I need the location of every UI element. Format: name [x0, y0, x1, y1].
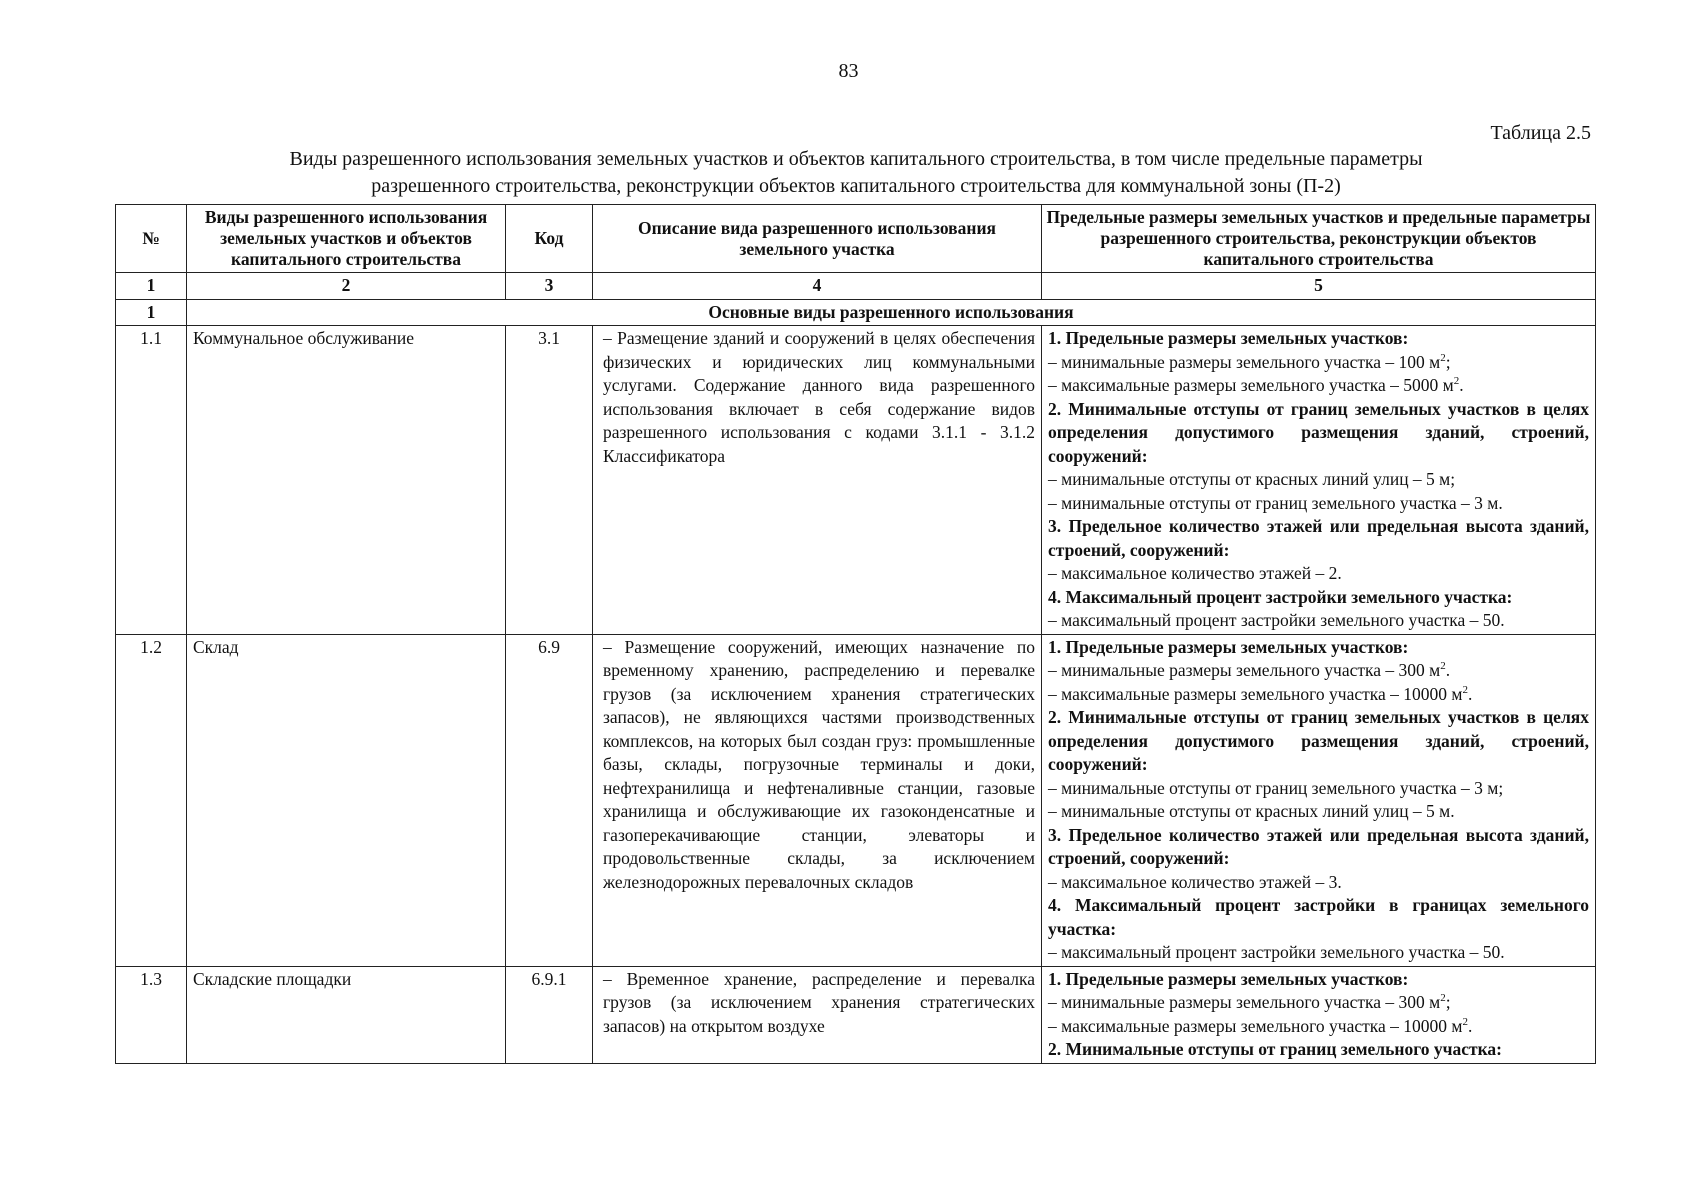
- table-row: [116, 326, 1596, 635]
- column-number-row: [116, 273, 1596, 300]
- row-code: 6.9.1: [506, 966, 593, 1063]
- superscript: 2: [1453, 375, 1460, 388]
- table-row: [116, 966, 1596, 1063]
- row-num: 1.2: [116, 634, 187, 966]
- param-line: – максимальное количество этажей – 2.: [1048, 563, 1342, 583]
- table-row: [116, 634, 1596, 966]
- superscript: 2: [1462, 1015, 1468, 1028]
- row-params: [1042, 634, 1596, 966]
- param-heading: 4. Максимальный процент застройки в границах земельного участка:: [1048, 895, 1589, 939]
- param-line: – максимальный процент застройки земельного участка – 50.: [1048, 942, 1505, 962]
- param-punct: .: [1467, 683, 1473, 704]
- header-params: Предельные размеры земельных участков и предельные параметры разрешенного строительства, реконструкции объектов капитального строительства: [1042, 205, 1596, 273]
- row-params: [1042, 326, 1596, 635]
- param-text: – минимальные размеры земельного участка – 300 м: [1048, 992, 1441, 1012]
- column-number: 5: [1042, 273, 1596, 300]
- param-line: [1048, 374, 1589, 398]
- row-code: 6.9: [506, 634, 593, 966]
- param-line: – минимальные отступы от красных линий улиц – 5 м;: [1048, 469, 1456, 489]
- table-header-row: [116, 205, 1596, 273]
- superscript: 2: [1440, 351, 1446, 364]
- row-name: Склад: [187, 634, 506, 966]
- column-number: 3: [506, 273, 593, 300]
- title-line-2: разрешенного строительства, реконструкции объектов капитального строительства для коммунальной зоны (П-2): [371, 175, 1341, 197]
- superscript: 2: [1440, 660, 1446, 673]
- param-punct: .: [1459, 375, 1464, 395]
- header-num: №: [116, 205, 187, 273]
- row-params: [1042, 966, 1596, 1063]
- param-line: – максимальное количество этажей – 3.: [1048, 871, 1342, 892]
- param-line: – максимальный процент застройки земельного участка – 50.: [1048, 610, 1505, 630]
- row-description-text: – Временное хранение, распределение и перевалка грузов (за исключением хранения стратегических запасов) на открытом воздухе: [603, 968, 1035, 1036]
- row-num: 1.1: [116, 326, 187, 635]
- param-line: [1048, 683, 1589, 707]
- param-line: [1048, 1015, 1589, 1039]
- param-line: [1048, 991, 1589, 1015]
- param-text: – максимальные размеры земельного участка – 10000 м: [1048, 683, 1463, 704]
- param-heading: 2. Минимальные отступы от границ земельных участков в целях определения допустимого размещения зданий, строений, сооружений:: [1048, 707, 1589, 774]
- param-heading: 3. Предельное количество этажей или предельная высота зданий, строений, сооружений:: [1048, 516, 1589, 560]
- section-title: Основные виды разрешенного использования: [187, 299, 1596, 326]
- param-heading: 1. Предельные размеры земельных участков:: [1048, 328, 1409, 348]
- param-punct: .: [1445, 660, 1451, 680]
- row-name: Складские площадки: [187, 966, 506, 1063]
- superscript: 2: [1462, 683, 1468, 696]
- header-desc: Описание вида разрешенного использования земельного участка: [593, 205, 1042, 273]
- param-punct: ;: [1445, 351, 1451, 372]
- param-heading: 2. Минимальные отступы от границ земельных участков в целях определения допустимого размещения зданий, строений, сооружений:: [1048, 398, 1589, 466]
- row-num: 1.3: [116, 966, 187, 1063]
- section-num: 1: [116, 299, 187, 326]
- row-code: 3.1: [506, 326, 593, 635]
- row-description-text: – Размещение зданий и сооружений в целях обеспечения физических и юридических лиц коммунальными услугами. Содержание данного вида разрешенного использования включает в себя содержание видов разрешенного использования с кодами 3.1.1 - 3.1.2 Классификатора: [603, 328, 1035, 466]
- param-heading: 4. Максимальный процент застройки земельного участка:: [1048, 586, 1513, 607]
- param-heading: 2. Минимальные отступы от границ земельного участка:: [1048, 1039, 1502, 1059]
- param-line: – минимальные отступы от границ земельного участка – 3 м;: [1048, 777, 1504, 798]
- param-text: – максимальные размеры земельного участка – 10000 м: [1048, 1015, 1463, 1036]
- param-text: – максимальные размеры земельного участка – 5000 м: [1048, 375, 1454, 395]
- param-punct: ;: [1445, 992, 1451, 1012]
- param-punct: .: [1467, 1015, 1473, 1036]
- superscript: 2: [1440, 992, 1446, 1005]
- header-type: Виды разрешенного использования земельных участков и объектов капитального строительства: [187, 205, 506, 273]
- row-name: Коммунальное обслуживание: [187, 326, 506, 635]
- param-heading: 3. Предельное количество этажей или предельная высота зданий, строений, сооружений:: [1048, 824, 1589, 868]
- land-use-table: [115, 204, 1596, 1064]
- row-description: [593, 634, 1042, 966]
- param-line: [1048, 659, 1589, 683]
- table-label: Таблица 2.5: [1490, 122, 1591, 144]
- header-code: Код: [506, 205, 593, 273]
- row-description: [593, 326, 1042, 635]
- column-number: 1: [116, 273, 187, 300]
- param-line: – минимальные отступы от красных линий улиц – 5 м.: [1048, 801, 1455, 821]
- param-line: – минимальные отступы от границ земельного участка – 3 м.: [1048, 492, 1503, 513]
- param-text: – минимальные размеры земельного участка – 100 м: [1048, 351, 1441, 372]
- column-number: 2: [187, 273, 506, 300]
- section-row: [116, 299, 1596, 326]
- page-number: 83: [838, 60, 859, 82]
- title-line-1: Виды разрешенного использования земельных участков и объектов капитального строительства, в том числе предельные параметры: [289, 148, 1423, 170]
- column-number: 4: [593, 273, 1042, 300]
- row-description: [593, 966, 1042, 1063]
- param-heading: 1. Предельные размеры земельных участков:: [1048, 968, 1409, 989]
- param-text: – минимальные размеры земельного участка – 300 м: [1048, 660, 1441, 680]
- param-heading: 1. Предельные размеры земельных участков:: [1048, 636, 1409, 657]
- param-line: [1048, 351, 1589, 375]
- document-title: [116, 146, 1596, 200]
- row-description-text: – Размещение сооружений, имеющих назначение по временному хранению, распределению и перевалке грузов (за исключением хранения стратегических запасов), не являющихся частями производственных комплексов, на которых был создан груз: промышленные базы, склады, погрузочные терминалы и доки, нефтехранилища и нефтеналивные станции, газовые хранилища и обслуживающие их газоконденсатные и газоперекачивающие станции, элеваторы и продовольственные склады, за исключением железнодорожных перевалочных складов: [603, 636, 1035, 892]
